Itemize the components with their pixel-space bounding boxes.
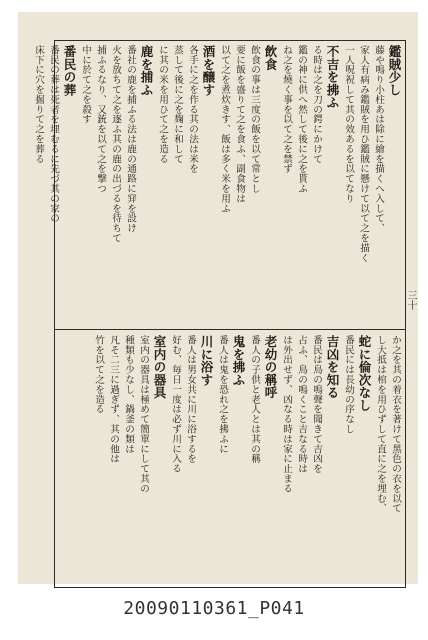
upper-text-column: 捕ふるなり、又銃を以て之を撃つ: [95, 45, 106, 194]
lower-section-heading: 吉凶を知る: [325, 335, 340, 399]
lower-section-heading: 老幼の稱呼: [263, 335, 278, 399]
upper-text-column: 火を放ちて之を逐ふ其の鹿の出づるを待ちて: [110, 45, 121, 243]
upper-section-heading: 鹿を捕ふ: [139, 45, 154, 97]
upper-text-column: 鑑の神に供へ然して後に之を貰ふ: [296, 45, 307, 194]
lower-text-column: 凡そ二三に過ぎず、其の他は: [108, 335, 119, 464]
upper-section-heading: 番民の葬: [62, 45, 77, 97]
scanned-page: [18, 12, 418, 584]
lower-text-column: 好む、毎日一度は必ず川に入る: [170, 335, 181, 474]
lower-section-heading: 蛇に倫次なし: [357, 335, 372, 412]
horizontal-divider: [55, 329, 405, 330]
upper-section-heading: 飲食: [263, 45, 278, 71]
upper-section-heading: 鑑賊少し: [387, 45, 402, 97]
upper-text-column: 飲食の事は三度の飯を以て常とし: [249, 45, 260, 194]
lower-text-column: 番人の子供と老人とは其の稱: [249, 335, 260, 464]
lower-text-column: 占ふ、鳥の鳴くこと吉なる時は: [296, 335, 307, 474]
lower-text-block: [59, 335, 401, 583]
upper-text-column: る時は之を刀の鍔にかけて: [311, 45, 322, 164]
lower-text-column: 室内の器具は極めて簡單にして其の: [138, 335, 149, 494]
lower-text-column: 種類も少なし、鍋釜の類は: [123, 335, 134, 454]
upper-text-column: 番社の鹿を捕ふる法は鹿の通路に穽を設け: [125, 45, 136, 234]
upper-text-column: 以て之を煮炊きす、飯は多く米を用ふ: [219, 45, 230, 214]
upper-text-column: 要に飯を盛りて之を食ふ、副食物は: [234, 45, 245, 204]
page-number: 三十: [405, 290, 416, 310]
upper-section-heading: 酒を醸す: [201, 45, 216, 97]
upper-text-column: 床下に穴を掘りて之を葬る: [33, 45, 44, 164]
lower-text-column: か之を其の着衣を著けて黑色の衣を以て: [390, 335, 401, 514]
upper-text-column: 各手に之を作る其の法は米を: [187, 45, 198, 174]
lower-section-heading: 川に浴す: [199, 335, 214, 387]
upper-text-column: 一人呪祝して其の效あるを以てなり: [343, 45, 354, 204]
upper-text-column: 藤や鳴り小柱あは除に繪を描くへ入して、: [373, 45, 384, 234]
lower-text-column: 番人は鬼を恐れ之を拂ふに: [217, 335, 228, 454]
lower-text-column: 番人は男女共に川に浴するを: [185, 335, 196, 464]
upper-text-column: 中に於て之を殺す: [80, 45, 91, 125]
lower-text-column: 竹を以て之を造る: [93, 335, 104, 415]
lower-text-column: 番民には長幼の序なし: [343, 335, 354, 434]
upper-text-column: ね之を燒く事を以て之を禁ず: [281, 45, 292, 174]
lower-text-column: は外出せず、凶なる時は家に止まる: [281, 335, 292, 494]
upper-text-column: 蒸して後に之を麹に和して: [172, 45, 183, 164]
upper-section-heading: 不吉を拂ふ: [325, 45, 340, 109]
lower-text-column: 番民は鳥の鳴聲を聞きて吉凶を: [311, 335, 322, 474]
image-caption: 20090110361_P041: [123, 598, 305, 619]
upper-text-column: 家人有病み鑑賊を用ひ鑑賊に懸けて以て之を描く: [358, 45, 369, 263]
upper-text-block: [33, 45, 402, 325]
lower-section-heading: 室内の器具: [152, 335, 167, 399]
upper-text-column: 番民の葬は死者を埋むるに先づ其の家の: [48, 45, 59, 224]
text-frame: [33, 40, 406, 588]
lower-section-heading: 鬼を拂ふ: [231, 335, 246, 387]
upper-text-column: に其の米を用ひて之を造る: [157, 45, 168, 164]
lower-text-column: し大抵は棺を用ひずして直に之を埋む、: [375, 335, 386, 514]
